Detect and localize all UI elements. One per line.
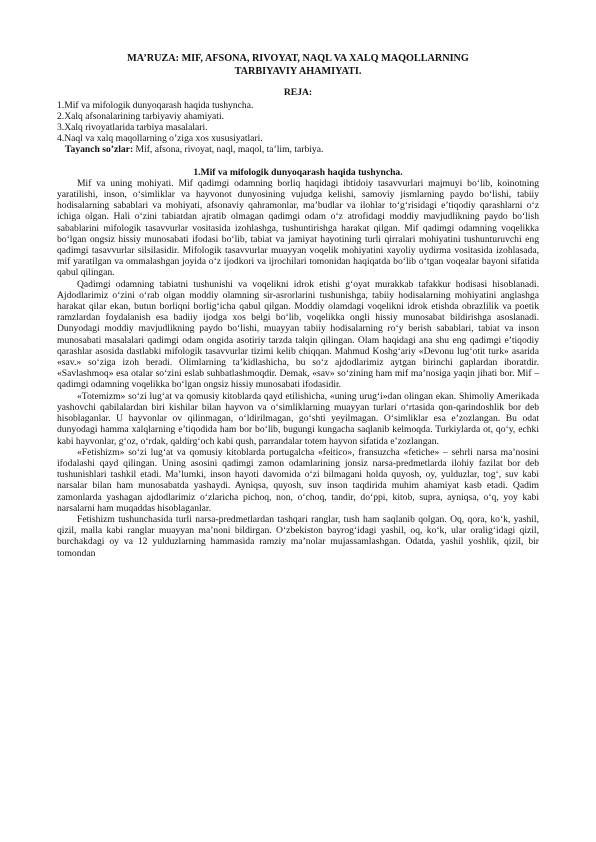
- plan-item: 3.Xalq rivoyatlarida tarbiya masalalari.: [57, 122, 208, 134]
- plan-item: 4.Naql va xalq maqollarning o’ziga xos xususiyatlari.: [57, 133, 263, 145]
- body-paragraph: Fetishizm tushunchasida turli narsa-predmetlardan tashqari ranglar, tush ham saqlanib qolgan. Oq, qora, ko‘k, yashil, qizil, malla kabi ranglar muayyan ma’noni bildirgan. O‘zbekiston bayrog‘idagi yashil, oq, ko‘k, ular oralig‘idagi qizil, burchakdagi oy va 12 yulduzlarning hammasida ramziy ma’nolar mujassamlashgan. Odatda, yashil yoshlik, qizil, bir tomondan: [57, 513, 539, 559]
- keywords-label: Tayanch so’zlar:: [65, 144, 134, 156]
- plan-list: [57, 100, 539, 145]
- title-line-1: MA’RUZA: MIF, AFSONA, RIVOYAT, NAQL VA XALQ MAQOLLARNING: [127, 53, 469, 64]
- body-paragraph: Mif va uning mohiyati. Mif qadimgi odamning borliq haqidagi ibtidoiy tasavvurlari majmuyi bo‘lib, koinotning yaratilishi, inson, o‘simliklar va hayvonot dunyosining vujudga kelishi, samoviy jismlarning paydo bo‘lishi, tabiiy hodisalarning sabablari va mohiyati, afsonaviy qahramonlar, ma’budlar va ilohlar to‘g‘risidagi e’tiqodiy qarashlarni o‘z ichiga olgan. Hali o‘zini tabiatdan ajratib olmagan qadimgi odam o‘z atrofidagi moddiy mavjudlikning paydo bo‘lish sabablarini mifologik tasavvurlar vositasida izohlashga, tushuntirishga harakat qilgan. Mif qadimgi odamning voqelikka bo‘lgan ongsiz hissiy munosabati ifodasi bo‘lib, tabiat va jamiyat hayotining turli qirralari mohiyatini tushunturuvchi eng qadimgi tasavvurlar silsilasidir. Mifologik tasavvurlar muayyan voqelik mohiyatini xayoliy uydirma vositasida izohlasada, mif yaratilgan va ommalashgan joyida o‘z ijodkori va ijrochilari tomonidan haqiqatda bo‘lib o‘tgan voqealar bayoni sifatida qabul qilingan.: [57, 177, 539, 279]
- body-paragraph: Qadimgi odamning tabiatni tushunishi va voqelikni idrok etishi g‘oyat murakkab tafakkur hodisasi hisoblanadi. Ajdodlarimiz o‘zini o‘rab olgan moddiy olamning sir-asrorlarini tushunishga, tabiiy hodisalarning mohiyatini anglashga harakat qilar ekan, butun borliqni borlig‘icha qabul qilgan. Moddiy olamdagi voqelikni idrok etishda obrazlilik va poetik ramzlardan foydalanish esa badiiy ijodga xos belgi bo‘lib, voqelikka ongli hissiy munosabat bildirishga asoslanadi. Dunyodagi moddiy mavjudlikning paydo bo‘lishi, muayyan tabiiy hodisalarning ro‘y berish sabablari, tabiat va inson munosabati masalalari qadimgi odam ongida asotiriy tarzda talqin qilingan. Olam haqidagi ana shu eng qadimgi e’tiqodiy qarashlar asosida dastlabki mifologik tasavvurlar tizimi kelib chiqqan. Mahmud Koshg‘ariy «Devonu lug‘otit turk» asarida «sav.» so‘ziga izoh beradi. Olimlarning ta’kidlashicha, bu so‘z ajdodlarimiz aytgan birinchi gaplardan iboratdir. «Savlashmoq» esa otalar so‘zini eslab suhbatlashmoqdir. Demak, «sav» so‘zining ham mif ma’nosiga yaqin jihati bor. Mif – qadimgi odamning voqelikka bo‘lgan ongsiz hissiy munosabati ifodasidir.: [57, 278, 539, 391]
- plan-item: 1.Mif va mifologik dunyoqarash haqida tushyncha.: [57, 99, 254, 111]
- document-page: [57, 48, 539, 559]
- plan-item: 2.Xalq afsonalarining tarbiyaviy ahamiyati.: [57, 110, 225, 122]
- plan-heading: REJA:: [283, 87, 313, 99]
- body-paragraph: «Totemizm» so‘zi lug‘at va qomusiy kitoblarda qayd etilishicha, «uning urug‘i»dan olingan ekan. Shimoliy Amerikada yashovchi qabilalardan biri kishilar bilan hayvon va o‘simliklarning muayyan turlari o‘rtasida qon-qarindoshlik bor deb hisoblaganlar. U hayvonlar ov qilinmagan, o‘ldirilmagan, go‘shti yeyilmagan. O‘simliklar esa e’zozlangan. Bu odat dunyodagi hamma xalqlarning e’tiqodida ham bor bo‘lib, bugungi kungacha saqlanib kelmoqda. Turkiylarda ot, qo‘y, echki kabi hayvonlar, g‘oz, o‘rdak, qaldirg‘och kabi qush, parrandalar totem hayvon sifatida e’zozlangan.: [57, 390, 539, 447]
- section-heading: 1.Mif va mifologik dunyoqarash haqida tushyncha.: [193, 166, 403, 178]
- keywords-text: Mif, afsona, rivoyat, naql, maqol, ta’lim, tarbiya.: [133, 144, 324, 156]
- document-title: [57, 52, 539, 78]
- title-line-2: TARBIYAVIY AHAMIYATI.: [234, 66, 362, 78]
- keywords-line: [57, 144, 539, 155]
- body-paragraph: «Fetishizm» so‘zi lug‘at va qomusiy kitoblarda portugalcha «feitico», fransuzcha «fetiche» – sehrli narsa ma’nosini ifodalashi qayd qilingan. Uning asosini qadimgi zamon odamlarining jonsiz narsa-predmetlarda ilohiy fazilat bor deb tushunishlari tashkil etadi. Ma’lumki, inson hayoti davomida o‘zi bilmagani holda quyosh, oy, yulduzlar, tog‘, suv kabi narsalar bilan ham munosabatda yashaydi. Ayniqsa, quyosh, suv inson taqdirida muhim ahamiyat kasb etadi. Qadim zamonlarda yashagan ajdodlarimiz o‘zlaricha pichoq, non, o‘choq, tandir, do‘ppi, kitob, supra, ayniqsa, o‘q, yoy kabi narsalarni ham muqaddas hisoblaganlar.: [57, 446, 539, 514]
